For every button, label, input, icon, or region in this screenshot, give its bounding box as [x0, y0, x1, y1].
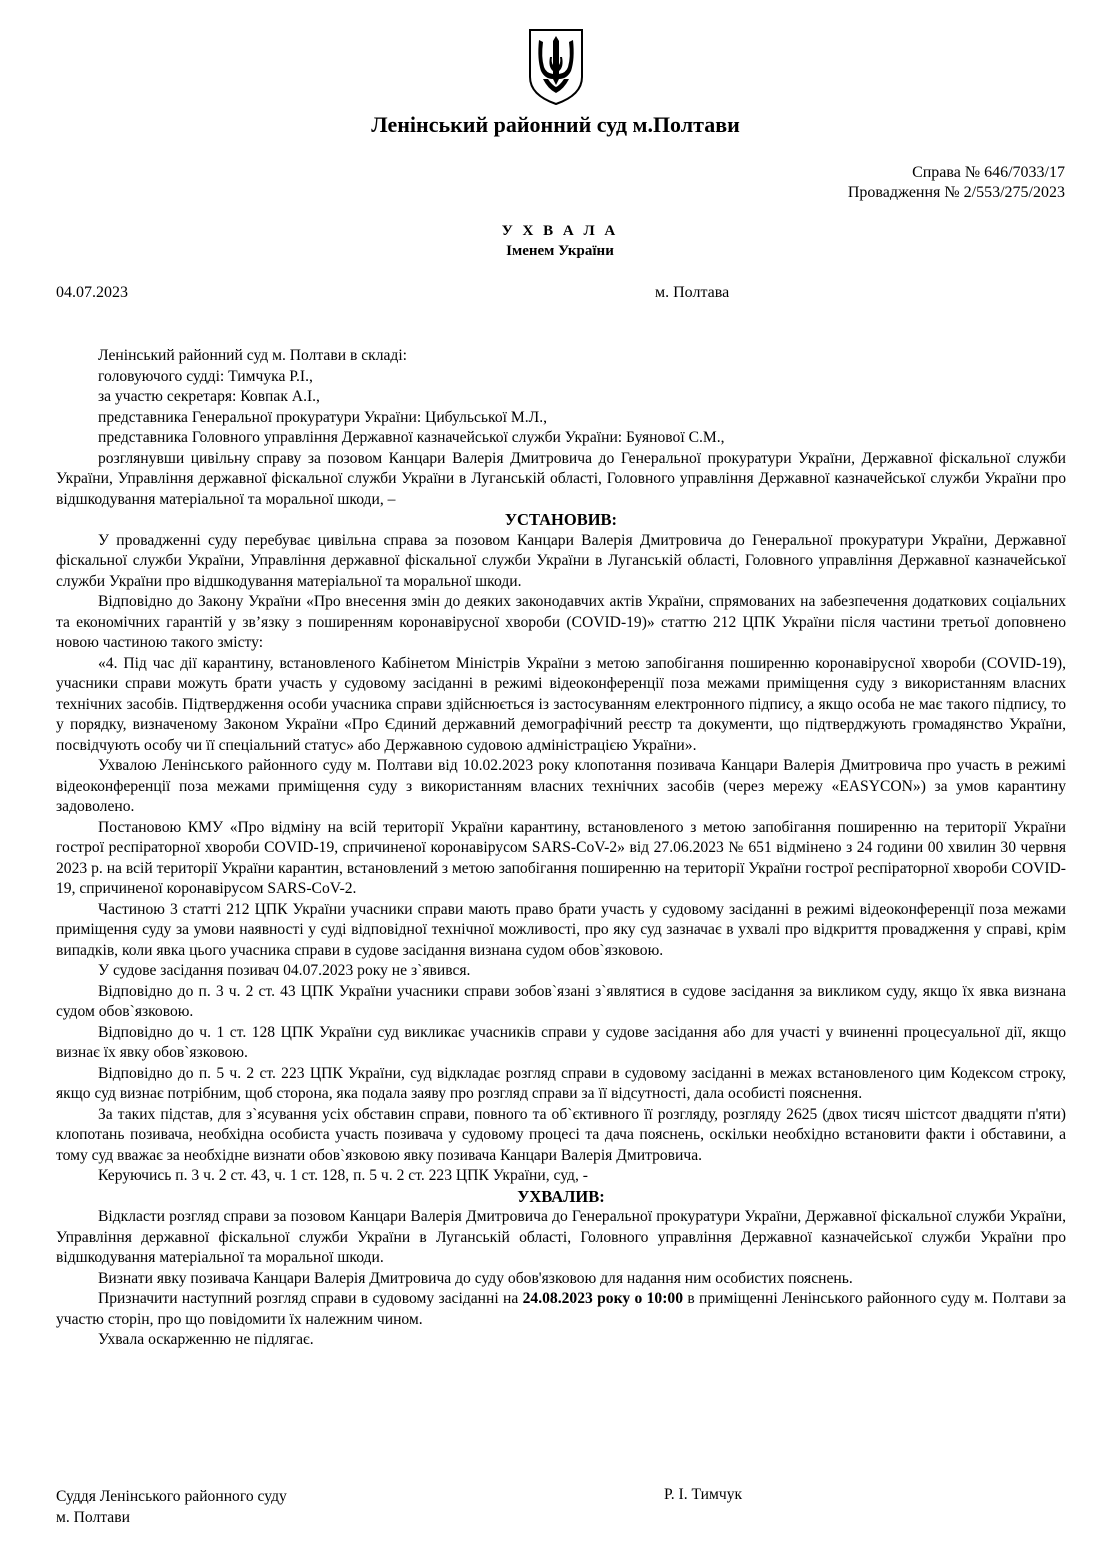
judge-position-line: м. Полтави [56, 1509, 130, 1526]
ruling-date: 04.07.2023 [56, 284, 128, 301]
intro-paragraph: розглянувши цивільну справу за позовом Канцари Валерія Дмитровича до Генеральної прокуратури України, Державної фіскальної служби України, Управління державної фіскальної служби України в Луганській області, Головного управління Державної казначейської служби України про відшкодування матеріальної та моральної шкоди, – [56, 449, 1066, 508]
case-number: Справа № 646/7033/17 [912, 164, 1065, 181]
schedule-text-after: в приміщенні Ленінського районного суду м. Полтави за участю сторін, про що повідомити їх належним чином. [56, 1290, 1066, 1328]
composition-line: за участю секретаря: Ковпак А.І., [98, 388, 320, 405]
established-paragraph: Відповідно до Закону України «Про внесення змін до деяких законодавчих актів України, спрямованих на забезпечення додаткових соціальних та економічних гарантій у зв’язку з поширенням коронавірусної хвороби (COVID-19)» статтю 212 ЦПК України після частини третьої доповнено новою частиною такого змісту: [56, 593, 1066, 651]
established-paragraph: Відповідно до п. 3 ч. 2 ст. 43 ЦПК України учасники справи зобов`язані з`являтися в судове засідання за викликом суду, якщо їх явка визнана судом обов`язковою. [56, 982, 1066, 1020]
established-paragraph: Відповідно до п. 5 ч. 2 ст. 223 ЦПК України, суд відкладає розгляд справи в судовому засіданні в межах встановленого цим Кодексом строку, якщо суд визнає потрібним, щоб сторона, яка подала заяву про розгляд справи за її відсутності, дала особисті пояснення. [56, 1064, 1066, 1102]
schedule-paragraph [56, 1289, 1066, 1330]
established-paragraph: Ухвалою Ленінського районного суду м. Полтави від 10.02.2023 року клопотання позивача Канцари Валерія Дмитровича про участь в режимі відеоконференції поза межами приміщення суду з використанням власних технічних засобів (через мережу «EASYCON») за умов карантину задоволено. [56, 757, 1066, 815]
proceeding-number: Провадження № 2/553/275/2023 [847, 184, 1065, 201]
composition-line: головуючого судді: Тимчука Р.І., [98, 367, 313, 385]
composition-line: представника Генеральної прокуратури України: Цибульської М.Л., [98, 408, 547, 426]
judge-name: Р. І. Тимчук [664, 1486, 743, 1503]
ruling-city: м. Полтава [655, 284, 730, 301]
established-paragraph: За таких підстав, для з`ясування усіх обставин справи, повного та об`єктивного її розгляду, розгляду 2625 (двох тисяч шістсот двадцяти п'яти) клопотань позивача, необхідна особиста участь позивача у судовому процесі та дача пояснень, оскільки необхідно встановити факти і обставини, а тому суд вважає за необхідне визнати обов`язковою явку позивача Канцари Валерія Дмитровича. [56, 1105, 1066, 1164]
document-body [56, 346, 1066, 1351]
legal-basis-paragraph: Керуючись п. 3 ч. 2 ст. 43, ч. 1 ст. 128, п. 5 ч. 2 ст. 223 ЦПК України, суд, - [98, 1167, 588, 1184]
decided-heading: УХВАЛИВ: [517, 1186, 605, 1206]
final-note: Ухвала оскарженню не підлягає. [98, 1331, 314, 1348]
ruling-subtitle: Іменем України [506, 243, 614, 259]
schedule-text-before: Призначити наступний розгляд справи в судовому засіданні на [98, 1290, 523, 1307]
established-paragraph: Частиною 3 статті 212 ЦПК України учасники справи мають право брати участь у судовому засіданні в режимі відеоконференції поза межами приміщення суду за умови наявності у суді відповідної технічної можливості, про яку суд зазначає в ухвалі про відкриття провадження у справі, крім випадків, коли явка цього учасника справи в судове засідання визнана судом обов`язковою. [56, 900, 1066, 959]
established-heading: УСТАНОВИВ: [504, 510, 618, 529]
judge-position [56, 1486, 287, 1528]
established-paragraph: Відповідно до ч. 1 ст. 128 ЦПК України суд викликає учасників справи у судове засідання або для участі у вчиненні процесуальної дії, якщо визнає їх явку обов`язковою. [56, 1023, 1066, 1061]
decided-paragraph: Відкласти розгляд справи за позовом Канцари Валерія Дмитровича до Генеральної прокуратури України, Державної фіскальної служби України, Управління державної фіскальної служби України в Луганській області, Головного управління Державної казначейської служби України про відшкодування матеріальної та моральної шкоди. [56, 1208, 1066, 1266]
composition-line: представника Головного управління Державної казначейської служби України: Буянової С.М., [98, 429, 725, 446]
quoted-law-paragraph: «4. Під час дії карантину, встановленого Кабінетом Міністрів України з метою запобігання поширенню коронавірусної хвороби (COVID-19), учасники справи можуть брати участь у судовому засіданні в режимі відеоконференції поза межами приміщення суду з використанням власних технічних засобів. Підтвердження особи учасника справи здійснюється із застосуванням електронного підпису, а якщо особа не має такого підпису, то у порядку, визначеному Законом України «Про Єдиний державний демографічний реєстр та документи, що підтверджують громадянство України, посвідчують особу чи її спеціальний статус» або Державною судовою адміністрацією України». [56, 654, 1066, 754]
judge-position-line: Суддя Ленінського районного суду [56, 1488, 287, 1505]
decided-paragraph: Визнати явку позивача Канцари Валерія Дмитровича до суду обов'язковою для надання ним особистих пояснень. [98, 1269, 853, 1287]
court-name: Ленінський районний суд м.Полтави [371, 112, 740, 137]
hearing-datetime: 24.08.2023 року о 10:00 [522, 1290, 683, 1307]
ruling-title: У Х В А Л А [501, 223, 619, 239]
established-paragraph: У судове засідання позивач 04.07.2023 року не з`явився. [98, 962, 471, 979]
composition-line: Ленінський районний суд м. Полтави в складі: [98, 347, 408, 364]
established-paragraph: У провадженні суду перебуває цивільна справа за позовом Канцари Валерія Дмитровича до Генеральної прокуратури України, Державної фіскальної служби України, Управління державної фіскальної служби України в Луганській області, Головного управління Державної казначейської служби України про відшкодування матеріальної та моральної шкоди. [56, 531, 1066, 590]
established-paragraph: Постановою КМУ «Про відміну на всій території України карантину, встановленого з метою запобігання поширенню на території України гострої респіраторної хвороби COVID-19, спричиненої коронавірусом SARS-CoV-2» від 27.06.2023 № 651 відмінено з 24 години 00 хвилин 30 червня 2023 р. на всій території України карантин, встановлений з метою запобігання поширенню на території України гострої респіраторної хвороби COVID-19, спричиненої коронавірусом SARS-CoV-2. [56, 818, 1066, 897]
ukraine-coat-of-arms-icon [526, 27, 586, 107]
